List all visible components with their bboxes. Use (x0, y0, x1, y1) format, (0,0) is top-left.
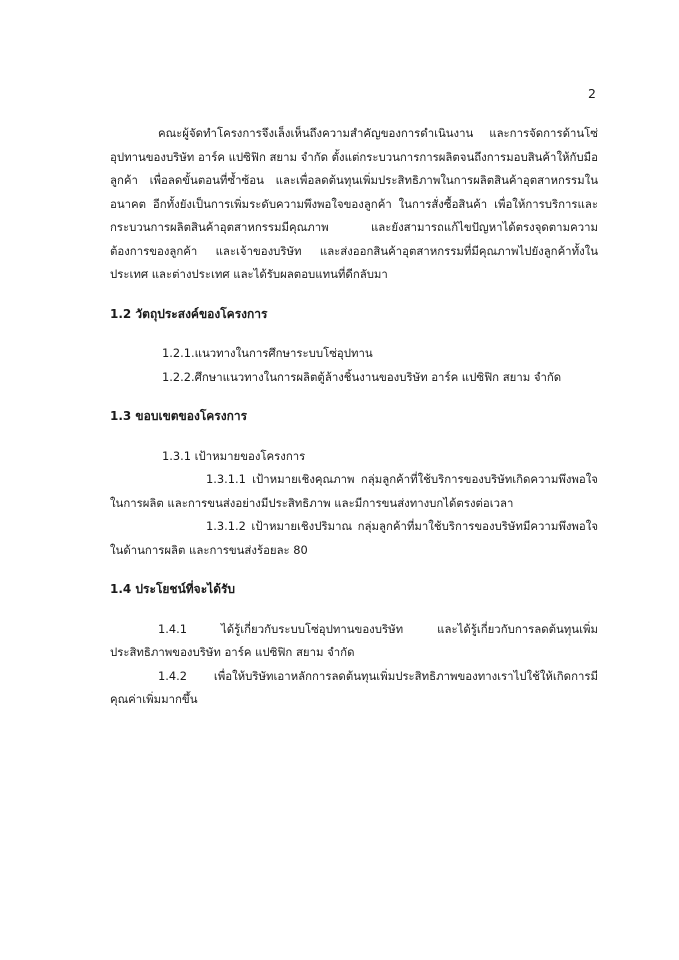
benefit-item: 1.4.2 เพื่อให้บริษัทเอาหลักการลดต้นทุนเพิ่มประสิทธิภาพของทางเราไปใช้ให้เกิดการมีคุณค่าเพิ่มมากขึ้น (110, 668, 598, 706)
document-body (110, 122, 598, 712)
scope-sub-heading: 1.3.1 เป้าหมายของโครงการ (162, 448, 306, 463)
objective-item: 1.2.2.ศึกษาแนวทางในการผลิตตู้ล้างชิ้นงานของบริษัท อาร์ค แปซิฟิก สยาม จำกัด (162, 369, 562, 384)
section-1-2-heading: 1.2 วัตถุประสงค์ของโครงการ (110, 306, 268, 321)
section-1-4-heading: 1.4 ประโยชน์ที่จะได้รับ (110, 582, 236, 596)
section-1-3-heading: 1.3 ขอบเขตของโครงการ (110, 409, 248, 423)
intro-paragraph: คณะผู้จัดทำโครงการจึงเล็งเห็นถึงความสำคัญของการดำเนินงาน และการจัดการด้านโซ่อุปทานของบริษัท อาร์ค แปซิฟิก สยาม จำกัด ตั้งแต่กระบวนการการผลิตจนถึงการมอบสินค้าให้กับมือลูกค้า เพื่อลดขั้นตอนที่ซ้ำซ้อน และเพื่อลดต้นทุนเพิ่มประสิทธิภาพในการผลิตสินค้าอุตสาหกรรมในอนาคต อีกทั้งยังเป็นการเพิ่มระดับความพึงพอใจของลูกค้า ในการสั่งซื้อสินค้า เพื่อให้การบริการและกระบวนการผลิตสินค้าอุตสาหกรรมมีคุณภาพ และยังสามารถแก้ไขปัญหาได้ตรงจุดตามความต้องการของลูกค้า และเจ้าของบริษัท และส่งออกสินค้าอุตสาหกรรมที่มีคุณภาพไปยังลูกค้าทั้งในประเทศ และต่างประเทศ และได้รับผลตอบแทนที่ดีกลับมา (110, 126, 598, 281)
objective-item: 1.2.1.แนวทางในการศึกษาระบบโซ่อุปทาน (162, 346, 373, 360)
scope-item: 1.3.1.2 เป้าหมายเชิงปริมาณ กลุ่มลูกค้าที่มาใช้บริการของบริษัทมีความพึงพอใจในด้านการผลิต และการขนส่งร้อยละ 80 (110, 519, 598, 557)
scope-item: 1.3.1.1 เป้าหมายเชิงคุณภาพ กลุ่มลูกค้าที่ใช้บริการของบริษัทเกิดความพึงพอใจในการผลิต และการขนส่งอย่างมีประสิทธิภาพ และมีการขนส่งทางบกได้ตรงต่อเวลา (110, 472, 598, 510)
benefit-item: 1.4.1 ได้รู้เกี่ยวกับระบบโซ่อุปทานของบริษัท และได้รู้เกี่ยวกับการลดต้นทุนเพิ่มประสิทธิภาพของบริษัท อาร์ค แปซิฟิก สยาม จำกัด (110, 621, 598, 659)
page-number: 2 (588, 86, 596, 101)
